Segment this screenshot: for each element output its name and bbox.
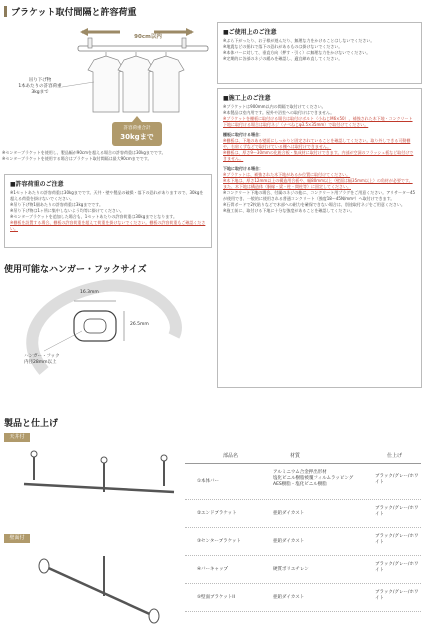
hook-caption: ハンガー・フック 内径28mm以上 — [24, 354, 60, 365]
page-title: ブラケット取付間隔と許容荷重 — [11, 8, 137, 18]
parts-table-header — [185, 450, 421, 464]
usage-item-4: ※定期的に各部のネジの緩みを確認し、適宜締め直してください。 — [223, 56, 343, 61]
part-material: 亜鉛ダイカスト — [273, 595, 305, 600]
product-heading — [4, 416, 58, 429]
ceiling-mount-illustration — [4, 446, 180, 526]
table-row — [185, 584, 421, 612]
usage-item-1: ※ぶら下がったり、お子様が遊んだり、無理な力をかけることはしないでください。 — [223, 38, 375, 43]
total-value: 30kgまで — [120, 133, 154, 141]
ceiling-item-2: ※木下地は、厚さ12mm以上の構造用合板や、幅80mm以上（壁面は幅35mm以上）の角材が必要です。また、木下地は構造体（胴縁・梁・柱・間柱等）に固定してください。 — [223, 178, 413, 189]
ceiling-item-3: ※コンクリート下地の場合、付属のネジの他に、コンクリート用プラグをご用意ください。アリサーター45が使用でき、一般的に使用される普通コンクリート（強度18〜45N/mm²）へ取付けできます。 — [223, 190, 416, 201]
hanger-diagram — [2, 22, 214, 172]
title-accent-bar — [4, 6, 7, 17]
total-caption: 許容荷重合計 — [123, 126, 151, 131]
diagram-note-2: ※センターブラケットを使用する場合はブラケット取付間隔は最大90cmまでです。 — [2, 156, 152, 161]
hanger-size-title: 使用可能なハンガー・フックサイズ — [4, 265, 147, 275]
load-warning-text: ※棚板を設置する場合、棚板の許容荷重を超えて荷重を掛けないでください。棚板の許容荷重もご確認ください。 — [10, 220, 206, 231]
load-item-4: ※センターブラケットを追加した場合も、1セットあたりの許容荷重は30kgまでとなります。 — [10, 214, 177, 219]
ceiling-title: 下地に取付ける場合： — [223, 166, 263, 171]
part-material: 亜鉛ダイカスト — [273, 539, 305, 544]
dim-side-label: 26.5mm — [130, 322, 149, 327]
part-name: ①本体バー — [197, 479, 220, 484]
ceiling-rod-svg — [4, 446, 180, 526]
page-title-block — [4, 5, 137, 18]
usage-notes-box — [217, 22, 422, 84]
install-item-1: ※ブラケットは900mm以内の間隔で取付けてください。 — [223, 104, 326, 109]
product-title: 製品と仕上げ — [4, 419, 59, 429]
part-finish: ブラック/グレー/ホワイト — [375, 590, 419, 601]
shelf-item-1: ※棚板は、下地のある壁面にしっかりと固定されていることを確認してください。取り外しできる可動棚や、右肩くずなどで取付けている棚へは取付けできません。 — [223, 138, 411, 149]
part-name: ④バーキャップ — [197, 567, 229, 572]
table-row — [185, 466, 421, 500]
span-label: 90cm以内 — [134, 34, 162, 40]
part-material: 硬質ポリエチレン — [273, 567, 309, 572]
hanger-size-heading — [4, 262, 147, 275]
table-row — [185, 556, 421, 584]
ceiling-item-1: ※ブラケットは、補強された木下地があるか位置に取付けてください。 — [223, 172, 351, 177]
usage-box-title: ■ご使用上のご注意 — [223, 29, 277, 36]
header-material: 材質 — [290, 453, 301, 459]
wall-mount-illustration — [4, 546, 180, 630]
header-finish: 仕上げ — [387, 453, 403, 459]
part-name: ②エンドブラケット — [197, 511, 237, 516]
usage-item-2: ※地震などの揺れで落下の恐れがあるものは掛けないでください。 — [223, 44, 343, 49]
shelf-title: 棚板に取付ける場合： — [223, 132, 263, 137]
wall-label: 壁面付 — [4, 534, 30, 543]
install-item-2: ※本製品は室内用です。屋外や浴室への取付けはできません。 — [223, 110, 335, 115]
load-warning-box — [4, 174, 212, 248]
part-finish: ブラック/グレー/ホワイト — [375, 506, 419, 517]
part-finish: ブラック/グレー/ホワイト — [375, 474, 419, 485]
install-box-title: ■施工上のご注意 — [223, 95, 271, 102]
load-item-1: ※1セットあたりの許容荷重は30kgまでです。天井・壁や製品の破損・落下の恐れがありますので、30kgを超える荷重を掛けないでください。 — [10, 190, 204, 201]
header-part: 部品名 — [223, 453, 239, 459]
part-name: ③センターブラケット — [197, 539, 241, 544]
ceiling-item-5: ※施工前に、取付ける下地に十分な強度があることを確認してください。 — [223, 208, 355, 213]
hanger-caption: 吊り下げ物 1本あたりの許容荷重 3kgまで — [18, 78, 62, 95]
part-finish: ブラック/グレー/ホワイト — [375, 562, 419, 573]
wall-rod-svg — [4, 546, 180, 630]
load-box-title: ■許容荷重のご注意 — [10, 181, 64, 188]
usage-item-3: ※本体バーに対して、垂直方向（押す・引く）に無理な力をかけないでください。 — [223, 50, 371, 55]
ceiling-label: 天井付 — [4, 433, 30, 442]
table-row — [185, 528, 421, 556]
ceiling-item-4: ※石膏ボードで2枚貼りなどで木部への耐力を確保できない場合は、別途取付ネジをご用意ください。 — [223, 202, 405, 207]
table-row — [185, 500, 421, 528]
dim-top-label: 16.3mm — [80, 290, 99, 295]
shelf-item-2: ※棚板は、厚さ9〜30mmの化粧合板・集成材に取付けできます。内部が空洞のフラッシュ板など取付けできません。 — [223, 150, 414, 161]
load-item-2: ※吊り下げ物1個あたりの許容荷重は3kgまでです。 — [10, 202, 103, 207]
diagram-note-1: ※センターブラケットを使用し、製品幅が90cmを超える場合の許容荷重は30kgまでです。 — [2, 150, 166, 155]
install-red-note: ※ブラケットを棚板に取付ける場合は取付けボルト（小ねじM6×50）、補強された木下地・コンクリート下地に取付ける場合は取付ネジ（ナベねじφ3.5×35mm）で取付けてください。 — [223, 116, 413, 127]
part-name: ⑤壁面ブラケットII — [197, 595, 235, 600]
load-item-3: ※吊り下げ物は1ヶ所に集中しないよう均等に掛けてください。 — [10, 208, 124, 213]
part-finish: ブラック/グレー/ホワイト — [375, 534, 419, 545]
part-material: アルミニウム合金押出形材 塩化ビニル樹脂被覆フィルムラッピング AES樹脂・塩化ビニル樹脂 — [273, 470, 354, 487]
hanger-size-diagram — [4, 276, 204, 376]
part-material: 亜鉛ダイカスト — [273, 511, 305, 516]
install-notes-box — [217, 88, 422, 388]
